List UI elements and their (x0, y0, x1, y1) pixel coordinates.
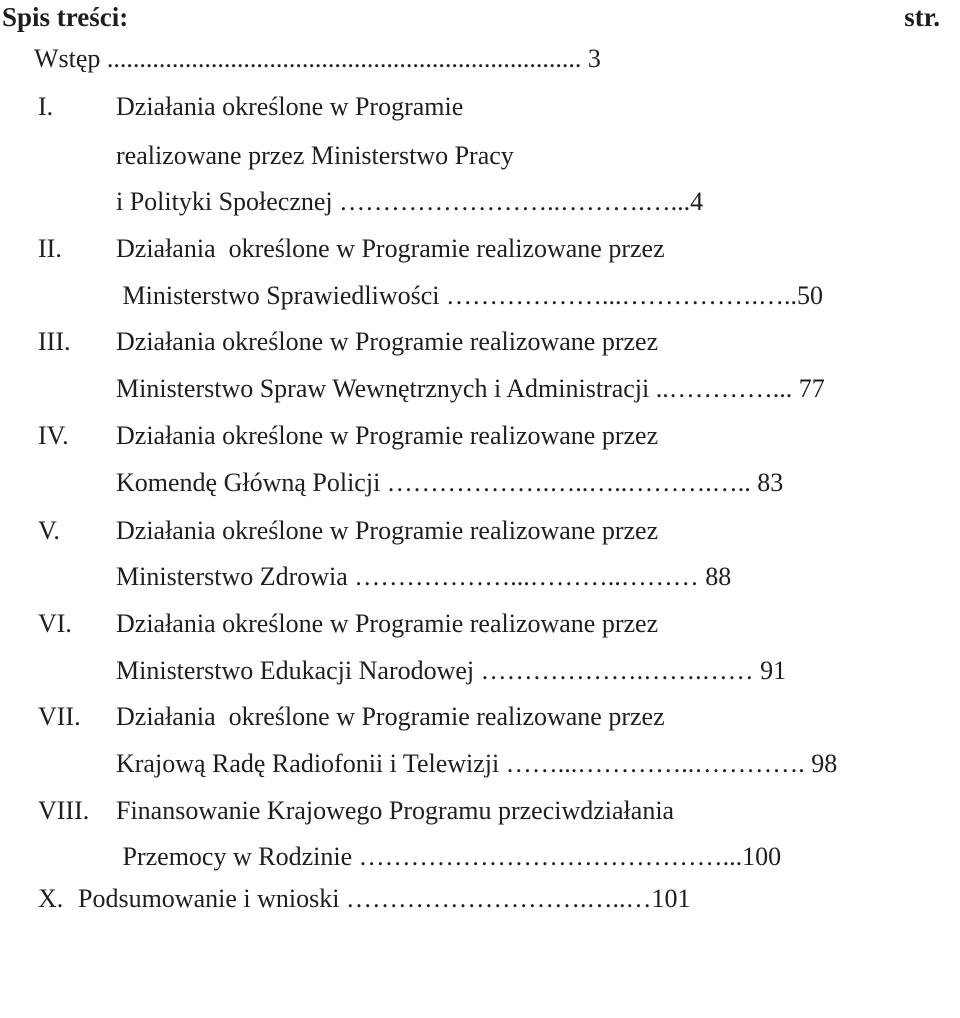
toc-entry-number: VI. (38, 609, 72, 638)
toc-entry-10 (0, 882, 960, 1018)
toc-entry-number: II. (38, 234, 62, 263)
toc-entry-text: Działania określone w Programie realizowane przez (116, 327, 659, 356)
toc-entry-number: III. (38, 327, 71, 356)
toc-entry-text: i Polityki Społecznej ……………………..……….…...4 (116, 187, 704, 216)
toc-entry-text: Działania określone w Programie realizowane przez (116, 609, 659, 638)
toc-entry-text: Finansowanie Krajowego Programu przeciwdziałania (116, 796, 675, 825)
toc-entry-text: Ministerstwo Edukacji Narodowej ……………….…….…… 91 (116, 656, 787, 685)
toc-entry-text: Działania określone w Programie realizowane przez (116, 516, 659, 545)
toc-entry-number: VII. (38, 702, 81, 731)
toc-entry-text: Działania określone w Programie realizowane przez (116, 421, 659, 450)
toc-entry-number: IV. (38, 421, 69, 450)
toc-entry-number: I. (38, 92, 54, 121)
toc-entry-number: VIII. (38, 796, 90, 825)
toc-entry-text: Działania określone w Programie realizowane przez (116, 702, 665, 731)
toc-entry-text: Działania określone w Programie (116, 92, 464, 121)
toc-entry-text: Ministerstwo Spraw Wewnętrznych i Administracji ..…………... 77 (116, 374, 825, 403)
page-column-label: str. (904, 2, 940, 32)
toc-entry-text: Podsumowanie i wnioski ……………………….…..…101 (78, 884, 691, 913)
toc-entry-text: Krajową Radę Radiofonii i Telewizji ……...…………..…………. 98 (116, 749, 838, 778)
toc-entry-text: Wstęp ......................................................................... 3 (34, 44, 601, 73)
toc-entry-text: Działania określone w Programie realizowane przez (116, 234, 665, 263)
toc-entry-text: Przemocy w Rodzinie ……………………………………...100 (116, 842, 782, 871)
toc-entry-number: V. (38, 516, 60, 545)
toc-entry-text: Ministerstwo Sprawiedliwości ………………...…………….…..50 (116, 281, 824, 310)
toc-entry-text: realizowane przez Ministerstwo Pracy (116, 141, 514, 170)
toc-title: Spis treści: (2, 2, 129, 32)
toc-entry-number: X. (38, 884, 64, 913)
toc-entry-text: Komendę Główną Policji ……………….…..…..……….….. 83 (116, 468, 784, 497)
toc-entry-text: Ministerstwo Zdrowia ………………...………..……… 88 (116, 562, 732, 591)
